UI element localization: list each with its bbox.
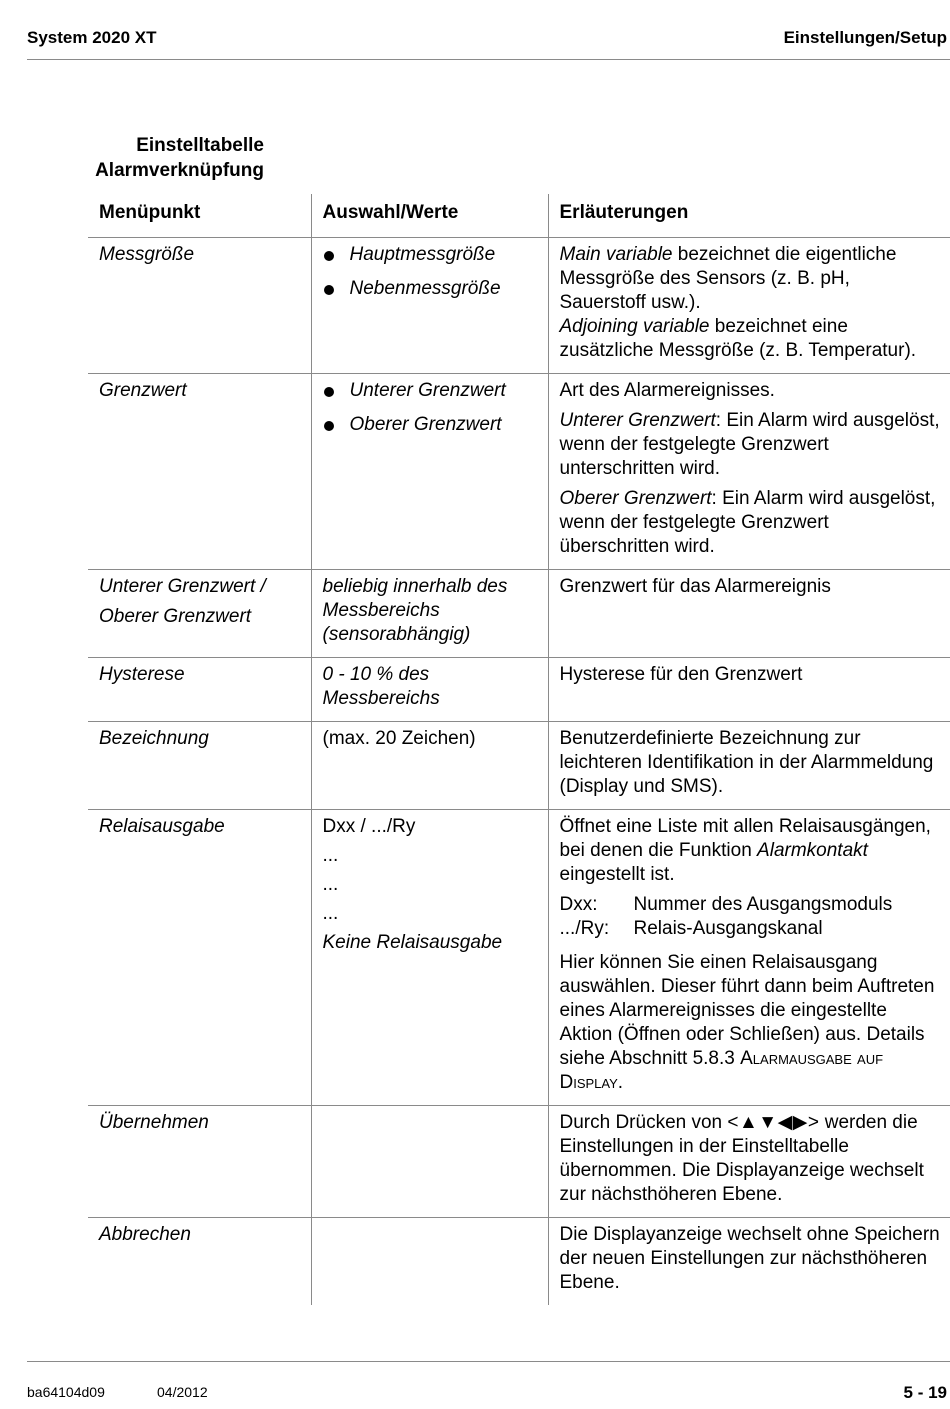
- text: bezeichnet die eigentliche Messgröße des Sensors (z. B. pH, Sauerstoff usw.).: [559, 244, 897, 313]
- explanation-cell: [548, 374, 950, 570]
- option-label: Nebenmessgröße: [349, 278, 501, 299]
- values-cell: 0 - 10 % des Messbereichs: [311, 658, 548, 722]
- option-label: Hauptmessgröße: [349, 244, 496, 265]
- column-header-menu: Menüpunkt: [99, 202, 201, 223]
- paragraph: Art des Alarmereignisses.: [559, 380, 775, 401]
- menu-line: Oberer Grenzwert: [99, 606, 252, 627]
- table-row: [88, 722, 950, 810]
- text: Öffnet eine Liste mit allen Relaisausgängen, bei denen die Funktion: [559, 816, 931, 861]
- list-item: [323, 277, 538, 301]
- bullet-icon: [324, 387, 334, 397]
- option-label: Unterer Grenzwert: [349, 380, 506, 401]
- bullet-icon: [324, 421, 334, 431]
- term: Main variable: [559, 244, 673, 265]
- menu-item-hysterese: Hysterese: [88, 658, 311, 722]
- table-row: [88, 1106, 950, 1218]
- settings-table: [88, 194, 950, 1305]
- value-list: [323, 815, 538, 955]
- definition-list: [560, 893, 941, 941]
- explanation-cell: Benutzerdefinierte Bezeichnung zur leichteren Identifikation in der Alarmmeldung (Display und SMS).: [548, 722, 950, 810]
- paragraph: [560, 815, 941, 887]
- values-cell: (max. 20 Zeichen): [311, 722, 548, 810]
- menu-item-grenzwerte: [88, 570, 311, 658]
- list-item: [323, 413, 538, 437]
- definition-value: Relais-Ausgangskanal: [633, 918, 823, 939]
- explanation-cell: Grenzwert für das Alarmereignis: [548, 570, 950, 658]
- list-item: [323, 243, 538, 267]
- explanation-cell: [548, 810, 950, 1106]
- header-right-section: Einstellungen/Setup: [783, 28, 947, 47]
- footer-divider: [27, 1361, 950, 1362]
- explanation-cell: [548, 1106, 950, 1218]
- values-cell: [311, 810, 548, 1106]
- menu-item-uebernehmen: Übernehmen: [88, 1106, 311, 1218]
- table-row: [88, 1218, 950, 1306]
- values-cell: [311, 1218, 548, 1306]
- paragraph: [560, 951, 941, 1095]
- header-left-title: System 2020 XT: [27, 28, 157, 47]
- definition-key: Dxx:: [559, 894, 598, 915]
- text: Durch Drücken von: [559, 1112, 728, 1133]
- term: Adjoining variable: [559, 316, 710, 337]
- side-title-line1: Einstelltabelle: [136, 135, 264, 156]
- menu-item-messgroesse: Messgröße: [88, 238, 311, 374]
- bullet-icon: [324, 251, 334, 261]
- text: : Ein Alarm wird ausgelöst, wenn der festgelegte Grenzwert überschritten wird.: [559, 488, 936, 557]
- table-row: [88, 810, 950, 1106]
- text: werden die Einstellungen in der Einstelltabelle übernommen. Die Displayanzeige wechselt zur nächsthöheren Ebene.: [559, 1112, 924, 1205]
- paragraph: [560, 487, 941, 559]
- values-cell: [311, 238, 548, 374]
- text: Hier können Sie einen Relaisausgang auswählen. Dieser führt dann beim Auftreten eines Alarmereignisses die eingestellte Aktion (Öffnen oder Schließen) aus. Details siehe Abschnitt 5.8.3: [559, 952, 935, 1069]
- explanation-cell: Die Displayanzeige wechselt ohne Speichern der neuen Einstellungen zur nächsthöheren Ebene.: [548, 1218, 950, 1306]
- definition-value: Nummer des Ausgangsmoduls: [633, 894, 893, 915]
- arrow-keys-icon: <▲▼◀▶>: [727, 1112, 820, 1133]
- text: bezeichnet eine zusätzliche Messgröße (z. B. Temperatur).: [559, 316, 917, 361]
- explanation-cell: [548, 238, 950, 374]
- menu-item-relaisausgabe: Relaisausgabe: [88, 810, 311, 1106]
- column-header-explanations: Erläuterungen: [548, 194, 950, 238]
- column-header-values: Auswahl/Werte: [311, 194, 548, 238]
- section-reference: Alarmausgabe auf Display: [559, 1048, 884, 1093]
- value-item: Dxx / .../Ry: [322, 816, 416, 837]
- value-item: Keine Relaisausgabe: [322, 932, 503, 953]
- value-item: ...: [322, 903, 339, 924]
- table-row: [88, 238, 950, 374]
- menu-line: Unterer Grenzwert /: [99, 576, 266, 597]
- list-item: [323, 379, 538, 403]
- table-row: [88, 374, 950, 570]
- paragraph: [560, 243, 941, 363]
- header-divider: [27, 59, 950, 60]
- side-title: [60, 133, 264, 183]
- menu-item-grenzwert: Grenzwert: [88, 374, 311, 570]
- footer-document-id: ba64104d09: [27, 1384, 105, 1400]
- values-cell: [311, 1106, 548, 1218]
- table-row: [88, 658, 950, 722]
- value-item: ...: [322, 845, 339, 866]
- definition-key: .../Ry:: [559, 918, 610, 939]
- values-cell: beliebig innerhalb des Messbereichs (sensorabhängig): [311, 570, 548, 658]
- menu-item-abbrechen: Abbrechen: [88, 1218, 311, 1306]
- side-title-line2: Alarmverknüpfung: [95, 160, 264, 181]
- term: Alarmkontakt: [757, 840, 868, 861]
- explanation-cell: Hysterese für den Grenzwert: [548, 658, 950, 722]
- option-label: Oberer Grenzwert: [349, 414, 502, 435]
- page-number: 5 - 19: [903, 1383, 947, 1402]
- table-header-row: [88, 194, 950, 238]
- term: Unterer Grenzwert: [559, 410, 716, 431]
- footer-date: 04/2012: [157, 1384, 208, 1400]
- text: : Ein Alarm wird ausgelöst, wenn der festgelegte Grenzwert unterschritten wird.: [559, 410, 940, 479]
- bullet-icon: [324, 285, 334, 295]
- value-item: ...: [322, 874, 339, 895]
- values-cell: [311, 374, 548, 570]
- paragraph: [560, 409, 941, 481]
- text: .: [617, 1072, 624, 1093]
- term: Oberer Grenzwert: [559, 488, 712, 509]
- table-row: [88, 570, 950, 658]
- text: eingestellt ist.: [559, 864, 675, 885]
- menu-item-bezeichnung: Bezeichnung: [88, 722, 311, 810]
